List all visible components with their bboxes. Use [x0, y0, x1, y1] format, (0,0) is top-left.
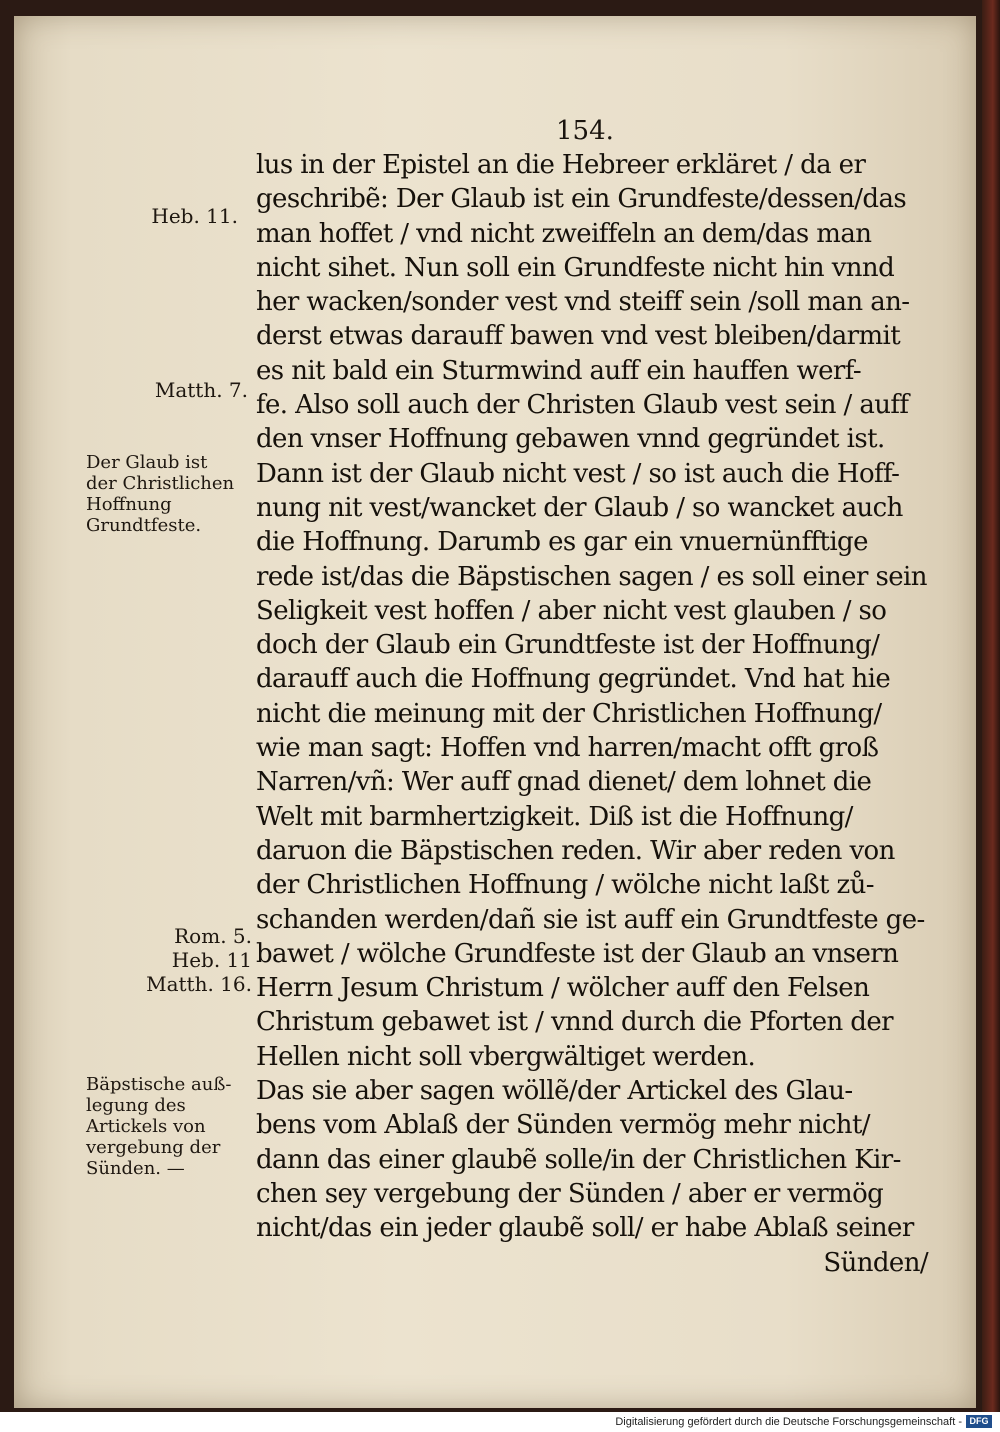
text-line: nicht/das ein jeder glaubẽ soll/ er habe Ablaß seiner	[256, 1213, 914, 1244]
text-line: bawet / wölche Grundfeste ist der Glaub an vnsern	[256, 938, 899, 969]
text-line: Welt mit barmhertzigkeit. Diß ist die Hoffnung/	[256, 801, 853, 832]
margin-ref: Heb. 11	[171, 948, 252, 972]
text-line: lus in der Epistel an die Hebreer erkläret / da er	[256, 150, 866, 180]
text-line: daruon die Bäpstischen reden. Wir aber reden von	[256, 835, 895, 866]
text-line: wie man sagt: Hoffen vnd harren/macht offt groß	[256, 733, 879, 764]
text-line: chen sey vergebung der Sünden / aber er vermög	[256, 1178, 884, 1209]
text-line: doch der Glaub ein Grundtfeste ist der Hoffnung/	[256, 630, 880, 661]
margin-note-baepstische	[86, 1074, 252, 1179]
margin-note-line: Grundtfeste.	[86, 515, 202, 536]
text-line: darauff auch die Hoffnung gegründet. Vnd hat hie	[256, 664, 891, 695]
margin-ref-matth	[120, 378, 248, 402]
margin-note-line: Der Glaub ist	[86, 452, 208, 473]
dfg-logo-icon: DFG	[966, 1415, 992, 1428]
text-line: Hellen nicht soll vbergwältiget werden.	[256, 1041, 756, 1072]
margin-note-line: vergebung der	[86, 1137, 221, 1158]
margin-ref: Matth. 16.	[146, 972, 252, 996]
text-line: bens vom Ablaß der Sünden vermög mehr nicht/	[256, 1110, 870, 1141]
margin-refs-group	[110, 924, 252, 996]
text-line: her wacken/sonder vest vnd steiff sein /soll man an-	[256, 287, 910, 318]
text-line: Herrn Jesum Christum / wölcher auff den Felsen	[256, 973, 870, 1004]
margin-note-line: Artickels von	[86, 1116, 206, 1137]
margin-ref: Matth. 7.	[154, 378, 248, 402]
page-number: 154.	[556, 116, 614, 146]
footer-credit-text: Digitalisierung gefördert durch die Deutsche Forschungsgemeinschaft -	[615, 1416, 962, 1428]
text-line: Seligkeit vest hoffen / aber nicht vest glauben / so	[256, 595, 887, 626]
margin-note-line: Hoffnung	[86, 494, 172, 515]
book-binding-edge	[982, 0, 1000, 1412]
text-line: nicht sihet. Nun soll ein Grundfeste nicht hin vnnd	[256, 252, 895, 283]
margin-ref-heb	[120, 204, 238, 228]
margin-note-line: der Christlichen	[86, 473, 235, 494]
text-line: rede ist/das die Bäpstischen sagen / es soll einer sein	[256, 561, 927, 592]
text-line: es nit bald ein Sturmwind auff ein hauffen werf-	[256, 355, 862, 386]
main-text-block	[256, 148, 946, 1280]
text-line: fe. Also soll auch der Christen Glaub vest sein / auff	[256, 390, 909, 421]
catchword-line: Sünden/	[823, 1247, 928, 1278]
margin-ref: Rom. 5.	[174, 924, 252, 948]
margin-note-glaub	[86, 452, 246, 536]
text-line: Narren/vñ: Wer auff gnad dienet/ dem lohnet die	[256, 767, 872, 798]
digitization-footer	[0, 1412, 1000, 1432]
margin-note-line: Sünden. —	[86, 1158, 185, 1179]
margin-ref: Heb. 11.	[151, 204, 238, 228]
margin-note-line: Bäpstische auß-	[86, 1074, 232, 1095]
text-line: nicht die meinung mit der Christlichen Hoffnung/	[256, 698, 882, 729]
text-line: geschribẽ: Der Glaub ist ein Grundfeste/dessen/das	[256, 184, 907, 215]
text-line: Dann ist der Glaub nicht vest / so ist auch die Hoff-	[256, 458, 900, 489]
text-line: Das sie aber sagen wöllẽ/der Artickel des Glau-	[256, 1076, 853, 1107]
text-line: derst etwas darauff bawen vnd vest bleiben/darmit	[256, 321, 901, 352]
text-line: die Hoffnung. Darumb es gar ein vnuernünfftige	[256, 527, 868, 558]
text-line: der Christlichen Hoffnung / wölche nicht laßt zů-	[256, 870, 874, 901]
text-line: nung nit vest/wancket der Glaub / so wancket auch	[256, 492, 903, 523]
text-line: man hoffet / vnd nicht zweiffeln an dem/das man	[256, 218, 872, 249]
margin-note-line: legung des	[86, 1095, 186, 1116]
text-line: dann das einer glaubẽ solle/in der Christlichen Kir-	[256, 1144, 901, 1175]
text-line: schanden werden/dañ sie ist auff ein Grundtfeste ge-	[256, 904, 925, 935]
text-line: den vnser Hoffnung gebawen vnnd gegründet ist.	[256, 424, 885, 455]
text-line: Christum gebawet ist / vnnd durch die Pforten der	[256, 1007, 893, 1038]
